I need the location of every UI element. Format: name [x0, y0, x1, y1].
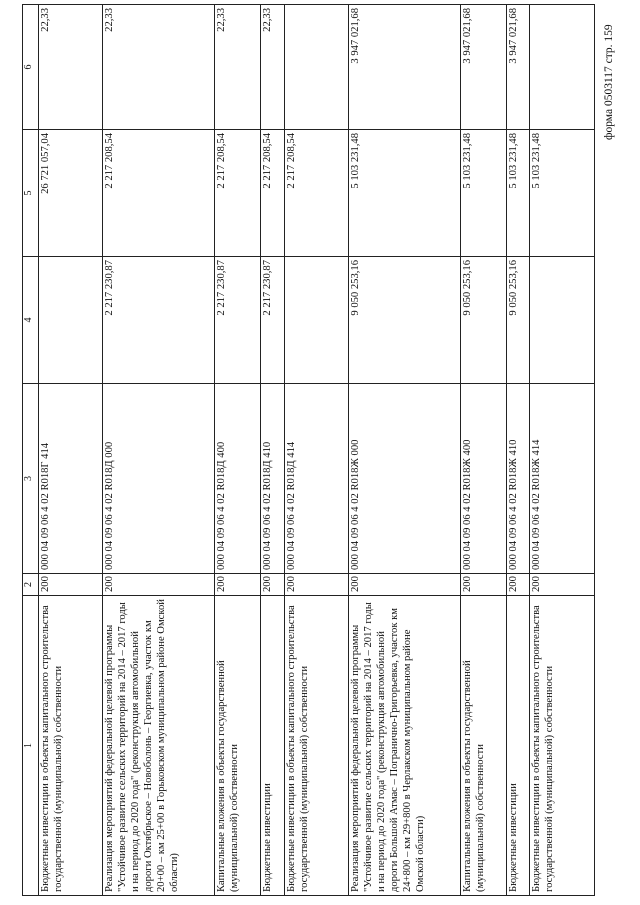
col-number: 4 — [23, 257, 39, 384]
row-budget-code: 000 04 09 06 4 02 R018Ж 400 — [461, 384, 506, 574]
row-line-code: 200 — [461, 574, 506, 596]
row-unexecuted: 22,33 — [215, 5, 260, 130]
table-row — [349, 5, 461, 896]
row-unexecuted: 3 947 021,68 — [461, 5, 506, 130]
row-name: Реализация мероприятий федеральной целевой программы "Устойчивое развитие сельских территорий на 2014 – 2017 годы и на период до 2020 года" (реконструкция автомобильной дороги Октябрьское – Новоболонь – Георгиевка, участок км 20+00 – км 25+00 в Горьковском муниципальном районе Омской области) — [103, 596, 215, 896]
budget-table — [22, 4, 595, 896]
row-line-code: 200 — [215, 574, 260, 596]
column-number-row — [23, 5, 39, 896]
row-line-code: 200 — [260, 574, 284, 596]
row-name: Бюджетные инвестиции в объекты капитального строительства государственной (муниципальной) собственности — [284, 596, 348, 896]
row-approved — [284, 257, 348, 384]
row-line-code: 200 — [506, 574, 530, 596]
row-unexecuted — [530, 5, 595, 130]
table-row — [461, 5, 506, 896]
row-approved: 2 217 230,87 — [260, 257, 284, 384]
row-name: Капитальные вложения в объекты государственной (муниципальной) собственности — [215, 596, 260, 896]
row-budget-code: 000 04 09 06 4 02 R018Ж 414 — [530, 384, 595, 574]
row-name: Бюджетные инвестиции в объекты капитального строительства государственной (муниципальной) собственности — [38, 596, 102, 896]
row-line-code: 200 — [284, 574, 348, 596]
row-executed: 5 103 231,48 — [530, 130, 595, 257]
row-unexecuted: 22,33 — [103, 5, 215, 130]
row-executed: 5 103 231,48 — [461, 130, 506, 257]
col-number: 2 — [23, 574, 39, 596]
row-executed: 2 217 208,54 — [284, 130, 348, 257]
row-name: Бюджетные инвестиции — [260, 596, 284, 896]
form-page-header: форма 0503117 стр. 159 — [603, 24, 615, 140]
row-executed: 5 103 231,48 — [349, 130, 461, 257]
row-executed: 2 217 208,54 — [260, 130, 284, 257]
row-approved: 2 217 230,87 — [215, 257, 260, 384]
row-budget-code: 000 04 09 06 4 02 R018Д 414 — [284, 384, 348, 574]
row-budget-code: 000 04 09 06 4 02 R018Д 000 — [103, 384, 215, 574]
row-name: Бюджетные инвестиции в объекты капитального строительства государственной (муниципальной) собственности — [530, 596, 595, 896]
row-name: Капитальные вложения в объекты государственной (муниципальной) собственности — [461, 596, 506, 896]
row-unexecuted: 22,33 — [38, 5, 102, 130]
row-approved: 9 050 253,16 — [506, 257, 530, 384]
col-number: 5 — [23, 130, 39, 257]
row-budget-code: 000 04 09 06 4 02 R018Д 400 — [215, 384, 260, 574]
col-number: 3 — [23, 384, 39, 574]
row-budget-code: 000 04 09 06 4 02 R018Ж 410 — [506, 384, 530, 574]
row-name: Бюджетные инвестиции — [506, 596, 530, 896]
report-sheet — [22, 5, 595, 896]
row-line-code: 200 — [530, 574, 595, 596]
row-approved — [530, 257, 595, 384]
row-line-code: 200 — [38, 574, 102, 596]
table-row — [506, 5, 530, 896]
row-approved: 9 050 253,16 — [461, 257, 506, 384]
row-approved: 2 217 230,87 — [103, 257, 215, 384]
row-line-code: 200 — [349, 574, 461, 596]
row-unexecuted: 22,33 — [260, 5, 284, 130]
row-approved: 9 050 253,16 — [349, 257, 461, 384]
row-executed: 26 721 057,04 — [38, 130, 102, 257]
row-unexecuted: 3 947 021,68 — [506, 5, 530, 130]
table-row — [103, 5, 215, 896]
table-row — [215, 5, 260, 896]
row-executed: 2 217 208,54 — [103, 130, 215, 257]
table-row — [260, 5, 284, 896]
row-budget-code: 000 04 09 06 4 02 R018Ж 000 — [349, 384, 461, 574]
row-approved — [38, 257, 102, 384]
table-row — [530, 5, 595, 896]
col-number: 6 — [23, 5, 39, 130]
row-budget-code: 000 04 09 06 4 02 R018Г 414 — [38, 384, 102, 574]
row-executed: 2 217 208,54 — [215, 130, 260, 257]
row-name: Реализация мероприятий федеральной целевой программы "Устойчивое развитие сельских территорий на 2014 – 2017 годы и на период до 2020 года" (реконструкция автомобильной дороги Большой Атмас – Погранично-Григорьевка, участок км 24+800 – км 29+800 в Черлакском муниципальном районе Омской области) — [349, 596, 461, 896]
row-unexecuted: 3 947 021,68 — [349, 5, 461, 130]
col-number: 1 — [23, 596, 39, 896]
table-row — [38, 5, 102, 896]
row-unexecuted — [284, 5, 348, 130]
row-line-code: 200 — [103, 574, 215, 596]
table-row — [284, 5, 348, 896]
row-executed: 5 103 231,48 — [506, 130, 530, 257]
row-budget-code: 000 04 09 06 4 02 R018Д 410 — [260, 384, 284, 574]
